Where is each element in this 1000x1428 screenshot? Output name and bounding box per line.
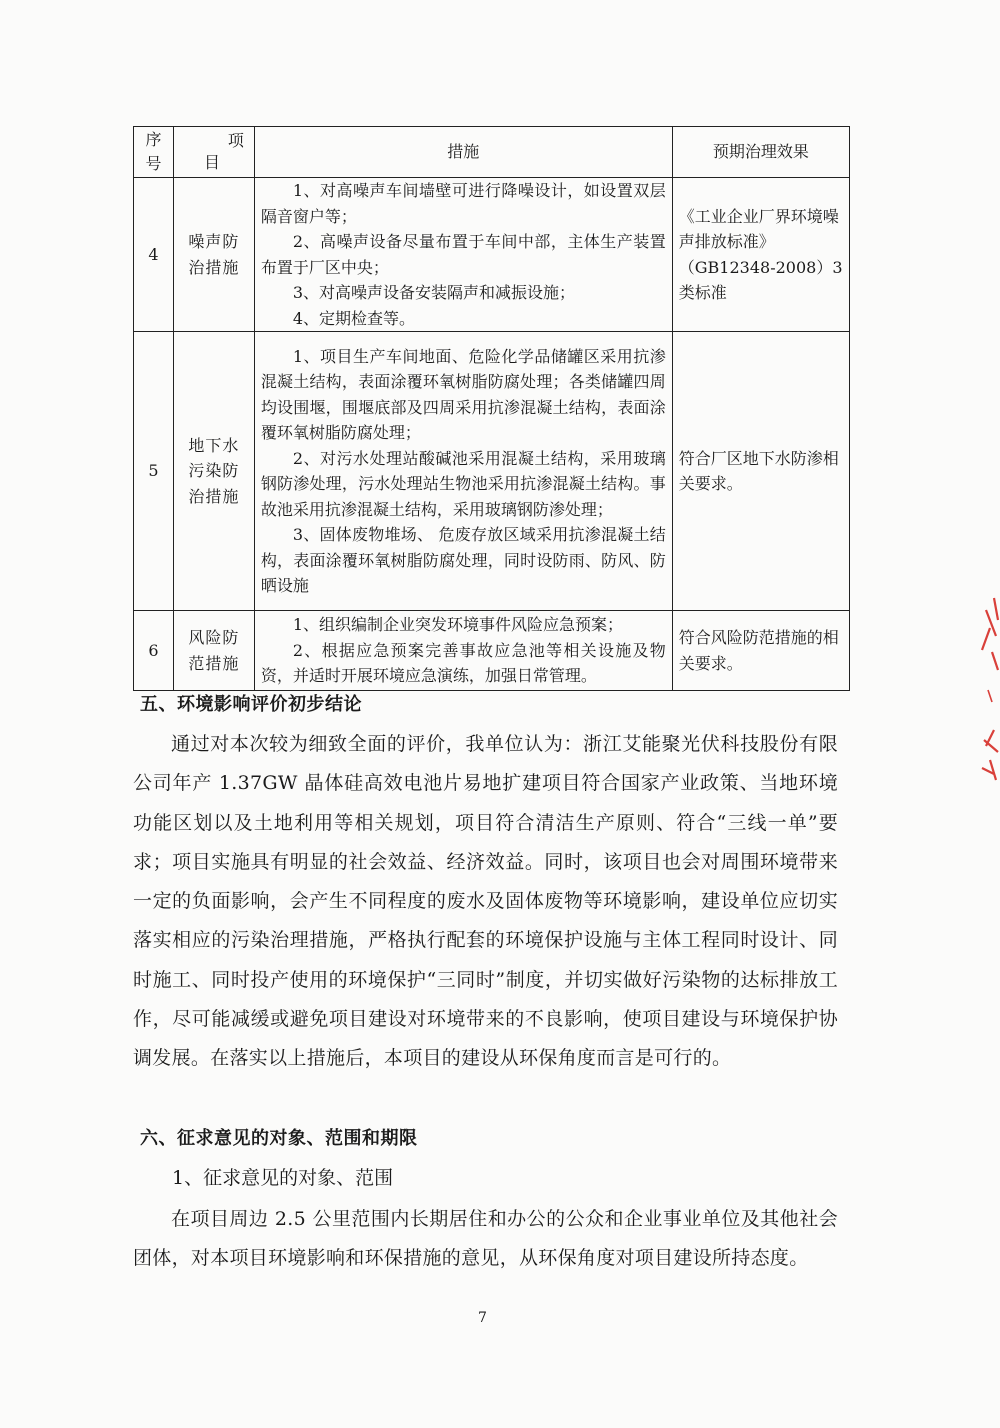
header-no-line2: 号 (145, 154, 162, 173)
page-number: 7 (478, 1310, 487, 1326)
header-item-line1: 项 (227, 131, 244, 150)
section6-subheading: 1、征求意见的对象、范围 (172, 1167, 394, 1189)
header-no-line1: 序 (145, 130, 162, 149)
section6-paragraph: 在项目周边 2.5 公里范围内长期居住和办公的公众和企业事业单位及其他社会团体，对本项目环境影响和环保措施的意见，从环保角度对项目建设所持态度。 (133, 1208, 838, 1270)
table-row (134, 178, 850, 332)
measure-line: 3、固体废物堆场、 危废存放区域采用抗渗混凝土结构，表面涂覆环氧树脂防腐处理，同时设防雨、防风、防晒设施 (260, 525, 666, 595)
measure-line: 4、定期检查等。 (292, 308, 416, 328)
measure-line: 1、组织编制企业突发环境事件风险应急预案； (292, 615, 624, 635)
row-no: 4 (134, 178, 174, 332)
row-item: 地下水污染防治措施 (173, 332, 254, 611)
section5-paragraph: 通过对本次较为细致全面的评价，我单位认为：浙江艾能聚光伏科技股份有限公司年产 1.37GW 晶体硅高效电池片易地扩建项目符合国家产业政策、当地环境功能区划以及土地利用等相关规划，项目符合清洁生产原则、符合“三线一单”要求；项目实施具有明显的社会效益、经济效益。同时，该项目也会对周围环境带来一定的负面影响，会产生不同程度的废水及固体废物等环境影响，建设单位应切实落实相应的污染治理措施，严格执行配套的环境保护设施与主体工程同时设计、同时施工、同时投产使用的环境保护“三同时”制度，并切实做好污染物的达标排放工作，尽可能减缓或避免项目建设对环境带来的不良影响，使项目建设与环境保护协调发展。在落实以上措施后，本项目的建设从环保角度而言是可行的。 (133, 733, 838, 1070)
measure-line: 1、对高噪声车间墙壁可进行降噪设计，如设置双层隔音窗户等； (260, 181, 666, 226)
row-effect: 符合风险防范措施的相关要求。 (672, 611, 849, 691)
row-item: 风险防范措施 (173, 611, 254, 691)
header-item-line2: 目 (203, 152, 220, 172)
header-no (134, 127, 174, 178)
row-measures (254, 332, 672, 611)
measure-line: 2、对污水处理站酸碱池采用混凝土结构，采用玻璃钢防渗处理，污水处理站生物池采用抗渗混凝土结构。事故池采用抗渗混凝土结构，采用玻璃钢防渗处理； (260, 448, 666, 519)
table-row (134, 332, 850, 611)
row-effect: 符合厂区地下水防渗相关要求。 (672, 332, 849, 611)
measure-line: 2、高噪声设备尽量布置于车间中部，主体生产装置布置于厂区中央； (260, 232, 666, 277)
measures-table (133, 126, 850, 691)
row-measures (254, 178, 672, 332)
row-no: 6 (134, 611, 174, 691)
measure-line: 1、项目生产车间地面、危险化学品储罐区采用抗渗混凝土结构，表面涂覆环氧树脂防腐处理；各类储罐四周均设围堰，围堰底部及四周采用抗渗混凝土结构，表面涂覆环氧树脂防腐处理； (260, 346, 666, 442)
header-measure: 措施 (254, 127, 672, 178)
seal-stamp-edge-icon (972, 590, 1000, 790)
header-effect: 预期治理效果 (672, 127, 849, 178)
section5-heading: 五、环境影响评价初步结论 (140, 694, 362, 715)
table-header-row (134, 127, 850, 178)
section6-heading: 六、征求意见的对象、范围和期限 (140, 1128, 418, 1149)
header-item (173, 127, 254, 178)
row-effect: 《工业企业厂界环境噪声排放标准》（GB12348-2008）3类标准 (672, 178, 849, 332)
row-no: 5 (134, 332, 174, 611)
row-measures (254, 611, 672, 691)
table-row (134, 611, 850, 691)
measure-line: 3、对高噪声设备安装隔声和减振设施； (292, 283, 576, 302)
measure-line: 2、根据应急预案完善事故应急池等相关设施及物资，并适时开展环境应急演练，加强日常管理。 (260, 640, 666, 686)
row-item: 噪声防治措施 (173, 178, 254, 332)
